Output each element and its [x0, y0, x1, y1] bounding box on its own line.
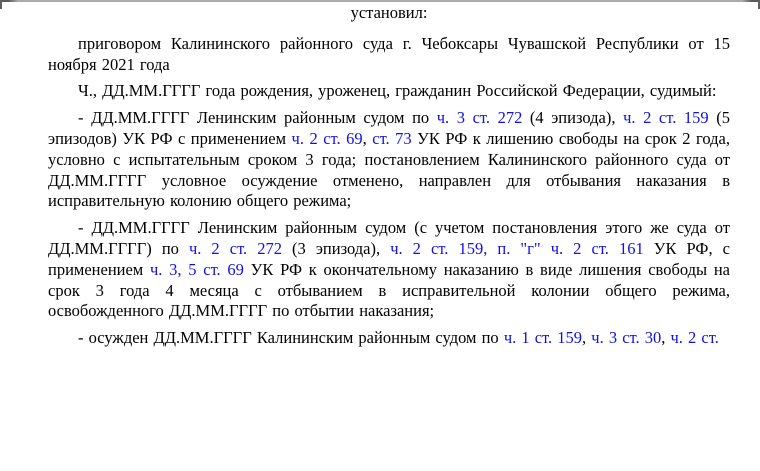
law-article-link[interactable]: ч. 2 ст. 69 [291, 128, 363, 148]
text-segment: УК РФ к лишению свободы на срок 2 года, условно с испытательным сроком 3 года; постановлением Калининского районного суда от ДД.ММ.ГГГГ условное осуждение отменено, направлен для отбывания наказания в исправительную колонию общего режима; [48, 128, 730, 211]
text-segment: УК РФ к окончательному наказанию в виде лишения свободы на срок 3 года 4 месяца с отбыванием в исправительной колонии общего режима, освобожденного ДД.ММ.ГГГГ по отбытии наказания; [48, 259, 730, 321]
law-article-link[interactable]: ч. 3 ст. 272 [436, 108, 523, 128]
text-segment: приговором Калининского районного суда г. Чебоксары Чувашской Республики от 15 ноября 2021 года [48, 33, 730, 74]
document-heading: установил: [350, 3, 428, 22]
law-article-link[interactable]: ч. 3, 5 ст. 69 [150, 259, 244, 279]
text-segment: - осужден ДД.ММ.ГГГГ Калининским районным судом по [78, 328, 504, 348]
law-article-link[interactable]: ч. 2 ст. 159, п. "г" ч. 2 ст. 161 [390, 238, 644, 258]
document-body [48, 34, 730, 349]
document-paragraph [48, 108, 730, 212]
text-segment: , [661, 328, 671, 348]
text-segment: , [582, 328, 592, 348]
document-paragraph [48, 34, 730, 76]
document-paragraph [48, 81, 730, 102]
document-paragraph [48, 328, 730, 349]
text-segment: , [362, 128, 373, 148]
law-article-link[interactable]: ч. 2 ст. 159 [623, 108, 709, 128]
court-decision-document [48, 3, 730, 355]
text-segment: - ДД.ММ.ГГГГ Ленинским районным судом по [78, 108, 437, 128]
window-corner-left [0, 0, 2, 9]
document-paragraph [48, 218, 730, 322]
text-segment: УК РФ, с применением [48, 238, 730, 279]
text-segment: Ч., ДД.ММ.ГГГГ года рождения, уроженец, гражданин Российской Федерации, судимый: [78, 81, 717, 101]
text-segment: - ДД.ММ.ГГГГ Ленинским районным судом (с учетом постановления этого же суда от ДД.ММ.ГГГГ) по [48, 218, 730, 258]
law-article-link[interactable]: ч. 2 ст. [670, 328, 719, 348]
text-segment: (3 эпизода), [281, 238, 391, 258]
text-segment: (5 эпизодов) УК РФ с применением [48, 108, 730, 148]
law-article-link[interactable]: ч. 2 ст. 272 [188, 238, 282, 258]
law-article-link[interactable]: ст. 73 [372, 128, 412, 148]
law-article-link[interactable]: ч. 1 ст. 159 [503, 328, 583, 348]
window-top-edge [0, 0, 760, 2]
law-article-link[interactable]: ч. 3 ст. 30 [591, 328, 662, 348]
text-segment: (4 эпизода), [522, 108, 624, 128]
